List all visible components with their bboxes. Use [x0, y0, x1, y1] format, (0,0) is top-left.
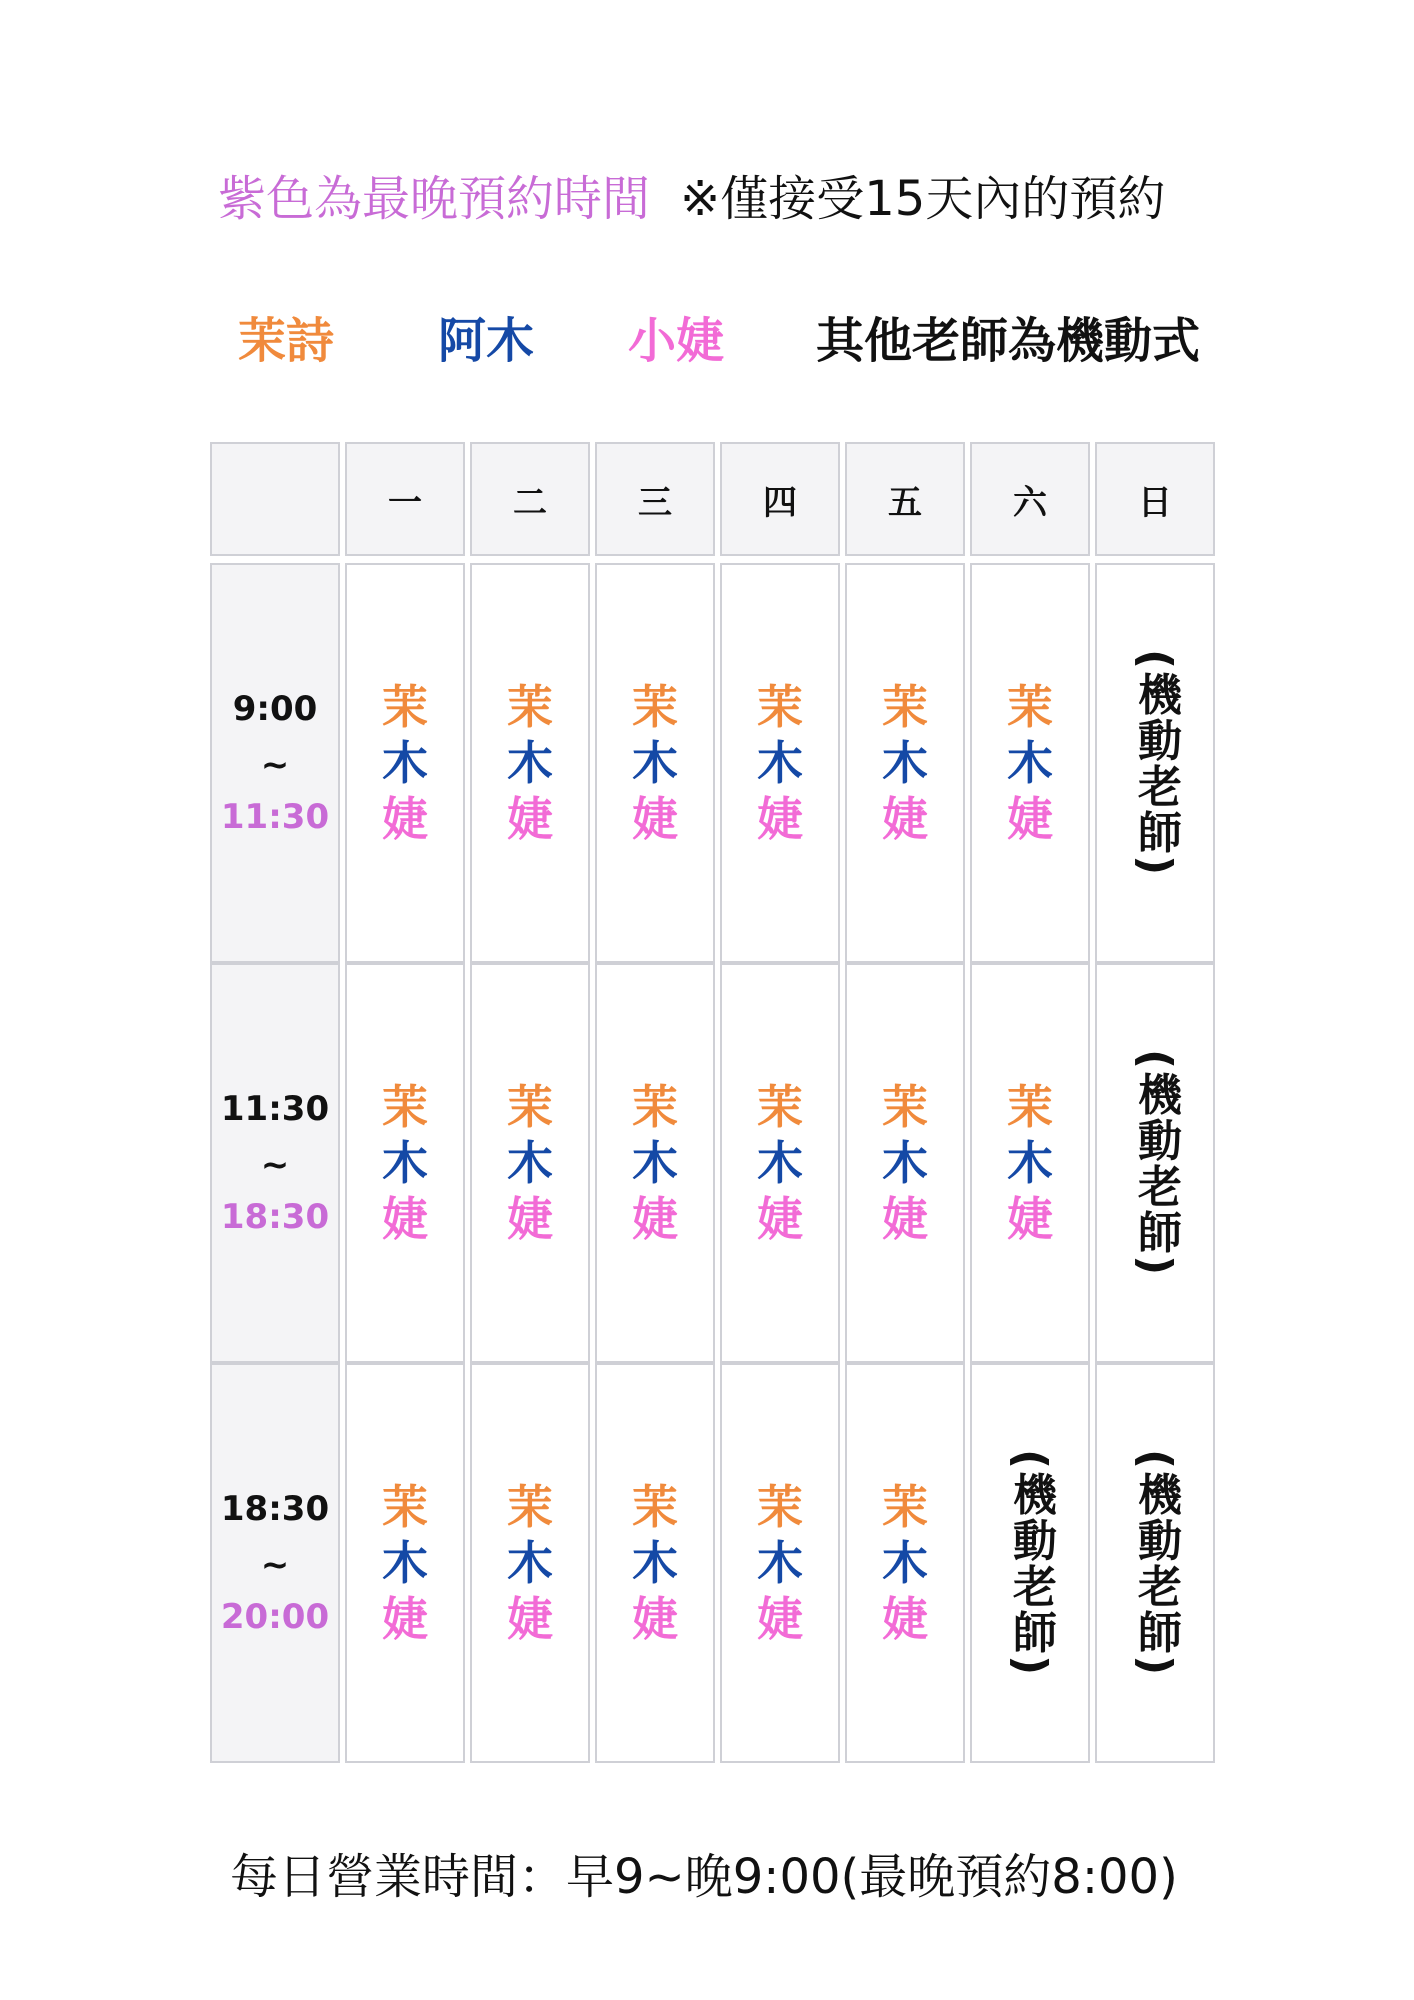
teacher-mark-blue: 木: [632, 1536, 678, 1590]
teacher-mark-pink: 婕: [757, 792, 803, 846]
teacher-mark-orange: 茉: [1007, 1080, 1053, 1134]
teacher-stack: [507, 1479, 553, 1647]
teacher-mark-blue: 木: [382, 1536, 428, 1590]
teacher-mark-pink: 婕: [882, 792, 928, 846]
teacher-mark-pink: 婕: [757, 1592, 803, 1646]
teacher-mark-blue: 木: [882, 736, 928, 790]
day-label: 三: [638, 482, 672, 523]
flex-teacher-label: (機動老師): [1005, 1448, 1056, 1678]
teacher-cell: [470, 963, 590, 1363]
day-header: [345, 442, 465, 556]
time-range: [220, 1089, 330, 1237]
flex-teacher-cell: [1095, 963, 1215, 1363]
teacher-mark-orange: 茉: [382, 1480, 428, 1534]
teacher-mark-blue: 木: [757, 736, 803, 790]
slot-tilde: ~: [260, 745, 290, 785]
time-slot-cell: [210, 1363, 340, 1763]
teacher-mark-orange: 茉: [1007, 680, 1053, 734]
teacher-mark-pink: 婕: [757, 1192, 803, 1246]
teacher-mark-orange: 茉: [882, 680, 928, 734]
teacher-mark-pink: 婕: [632, 792, 678, 846]
teacher-mark-pink: 婕: [882, 1592, 928, 1646]
teacher-mark-orange: 茉: [382, 1080, 428, 1134]
flex-teacher-cell: [1095, 563, 1215, 963]
flex-teacher-label: (機動老師): [1130, 648, 1181, 878]
slot-start: 9:00: [232, 689, 318, 729]
slot-tilde: ~: [260, 1145, 290, 1185]
day-header: [970, 442, 1090, 556]
teacher-stack: [757, 1479, 803, 1647]
booking-note: [218, 160, 1165, 230]
teacher-mark-blue: 木: [507, 1536, 553, 1590]
teacher-cell: [345, 963, 465, 1363]
teacher-stack: [882, 679, 928, 847]
teacher-cell: [720, 1363, 840, 1763]
teacher-mark-orange: 茉: [632, 680, 678, 734]
flex-teacher-cell: [970, 1363, 1090, 1763]
teacher-mark-pink: 婕: [507, 792, 553, 846]
teacher-mark-blue: 木: [507, 736, 553, 790]
teacher-cell: [595, 963, 715, 1363]
slot-tilde: ~: [260, 1545, 290, 1585]
teacher-mark-pink: 婕: [507, 1192, 553, 1246]
teacher-mark-pink: 婕: [382, 1192, 428, 1246]
time-slot-cell: [210, 963, 340, 1363]
teacher-cell: [845, 563, 965, 963]
teacher-mark-blue: 木: [882, 1136, 928, 1190]
day-header: [720, 442, 840, 556]
flex-teacher-cell: [1095, 1363, 1215, 1763]
day-label: 一: [388, 482, 422, 523]
teacher-mark-orange: 茉: [632, 1080, 678, 1134]
teacher-mark-blue: 木: [507, 1136, 553, 1190]
teacher-stack: [1007, 1079, 1053, 1247]
teacher-mark-orange: 茉: [507, 680, 553, 734]
teacher-mark-orange: 茉: [757, 1480, 803, 1534]
teacher-cell: [720, 563, 840, 963]
teacher-mark-orange: 茉: [382, 680, 428, 734]
teacher-stack: [882, 1079, 928, 1247]
teacher-mark-blue: 木: [382, 736, 428, 790]
day-label: 六: [1013, 482, 1047, 523]
teacher-stack: [507, 679, 553, 847]
slot-end: 11:30: [220, 797, 330, 837]
flex-teacher-label: (機動老師): [1130, 1448, 1181, 1678]
teacher-cell: [970, 963, 1090, 1363]
teacher-mark-pink: 婕: [382, 1592, 428, 1646]
legend-teacher-pink: 小婕: [628, 313, 725, 369]
teacher-mark-blue: 木: [757, 1536, 803, 1590]
teacher-cell: [845, 963, 965, 1363]
teacher-cell: [595, 563, 715, 963]
teacher-stack: [632, 679, 678, 847]
teacher-stack: [1007, 679, 1053, 847]
day-header: [595, 442, 715, 556]
teacher-mark-orange: 茉: [757, 680, 803, 734]
teacher-stack: [632, 1479, 678, 1647]
teacher-mark-blue: 木: [382, 1136, 428, 1190]
teacher-mark-orange: 茉: [632, 1480, 678, 1534]
teacher-mark-pink: 婕: [507, 1592, 553, 1646]
teacher-mark-pink: 婕: [1007, 1192, 1053, 1246]
day-header: [1095, 442, 1215, 556]
slot-start: 11:30: [220, 1089, 330, 1129]
teacher-cell: [845, 1363, 965, 1763]
teacher-stack: [382, 1079, 428, 1247]
time-range: [220, 689, 330, 837]
teacher-mark-blue: 木: [632, 1136, 678, 1190]
day-label: 五: [888, 482, 922, 523]
teacher-mark-blue: 木: [1007, 1136, 1053, 1190]
teacher-cell: [970, 563, 1090, 963]
teacher-cell: [470, 1363, 590, 1763]
teacher-cell: [595, 1363, 715, 1763]
teacher-mark-orange: 茉: [507, 1480, 553, 1534]
day-header: [470, 442, 590, 556]
day-label: 二: [513, 482, 547, 523]
day-label: 四: [763, 482, 797, 523]
business-hours: 每日營業時間：早9~晚9:00(最晚預約8:00): [230, 1849, 1178, 1905]
teacher-cell: [470, 563, 590, 963]
legend-teacher-orange: 茉詩: [238, 313, 335, 369]
day-header: [845, 442, 965, 556]
teacher-mark-orange: 茉: [882, 1080, 928, 1134]
teacher-mark-pink: 婕: [882, 1192, 928, 1246]
teacher-stack: [632, 1079, 678, 1247]
teacher-mark-pink: 婕: [632, 1192, 678, 1246]
time-range: [220, 1489, 330, 1637]
corner-cell: [210, 442, 340, 556]
teacher-cell: [345, 1363, 465, 1763]
teacher-mark-pink: 婕: [382, 792, 428, 846]
slot-end: 20:00: [220, 1597, 330, 1637]
teacher-mark-orange: 茉: [882, 1480, 928, 1534]
teacher-mark-pink: 婕: [632, 1592, 678, 1646]
teacher-mark-blue: 木: [757, 1136, 803, 1190]
teacher-cell: [345, 563, 465, 963]
teacher-stack: [757, 679, 803, 847]
teacher-cell: [720, 963, 840, 1363]
slot-start: 18:30: [220, 1489, 330, 1529]
latest-booking-note: 紫色為最晚預約時間: [218, 171, 651, 227]
time-slot-cell: [210, 563, 340, 963]
teacher-mark-blue: 木: [632, 736, 678, 790]
flex-teacher-label: (機動老師): [1130, 1048, 1181, 1278]
teacher-stack: [757, 1079, 803, 1247]
teacher-mark-blue: 木: [1007, 736, 1053, 790]
teacher-stack: [382, 679, 428, 847]
teacher-stack: [507, 1079, 553, 1247]
teacher-stack: [882, 1479, 928, 1647]
legend-others-note: 其他老師為機動式: [816, 313, 1201, 369]
slot-end: 18:30: [220, 1197, 330, 1237]
teacher-mark-orange: 茉: [507, 1080, 553, 1134]
day-label: 日: [1138, 482, 1172, 523]
teacher-mark-pink: 婕: [1007, 792, 1053, 846]
legend-teacher-blue: 阿木: [438, 313, 535, 369]
teacher-mark-orange: 茉: [757, 1080, 803, 1134]
teacher-mark-blue: 木: [882, 1536, 928, 1590]
booking-window-note: ※僅接受15天內的預約: [680, 171, 1166, 227]
teacher-stack: [382, 1479, 428, 1647]
